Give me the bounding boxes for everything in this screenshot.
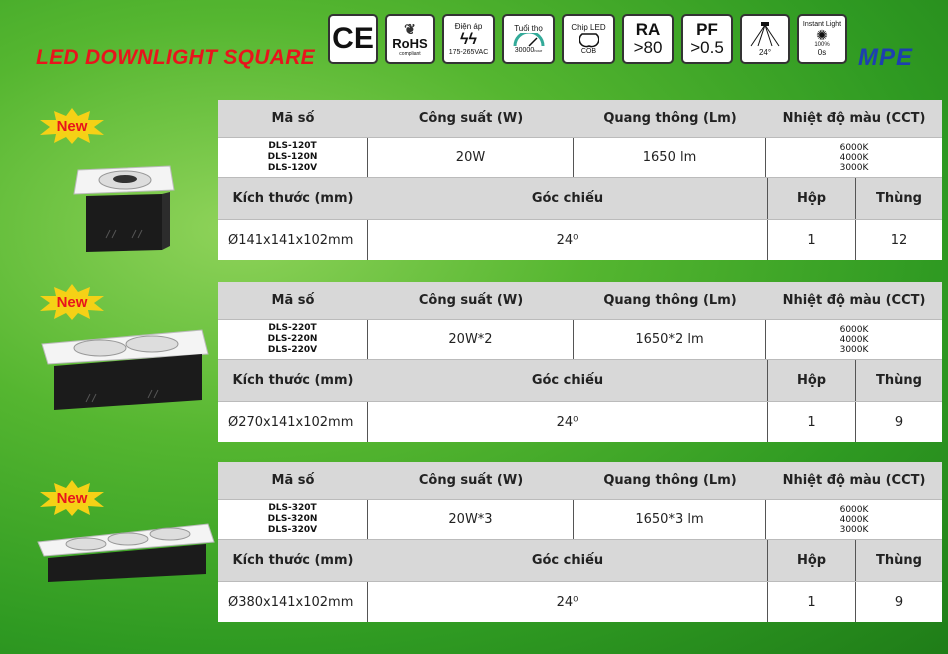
lifetime-label: Tuổi thọ [514, 24, 543, 33]
power-value: 20W [368, 138, 574, 177]
chip-label: Chip LED [571, 23, 606, 32]
voltage-value: 175-265VAC [448, 49, 489, 56]
instant-pct: 100% [814, 42, 830, 48]
new-badge: New [38, 108, 106, 144]
table-row [218, 220, 942, 260]
col-lumen-header: Quang thông (Lm) [603, 293, 737, 308]
leaf-icon: ❦ [404, 20, 416, 37]
lumen-value: 1650 lm [574, 138, 766, 177]
col-size-header: Kích thước (mm) [232, 553, 354, 568]
lumen-value: 1650*3 lm [574, 500, 766, 539]
new-badge: New [38, 480, 106, 516]
pf-value: >0.5 [690, 38, 724, 57]
beam-angle-value: 24° [758, 47, 772, 57]
new-badge: New [38, 284, 106, 320]
col-power-header: Công suất (W) [418, 111, 524, 126]
angle-value: 24⁰ [368, 220, 768, 260]
ra-badge [622, 14, 674, 64]
col-power-header: Công suất (W) [418, 293, 524, 308]
angle-value: 24⁰ [368, 582, 768, 622]
box-value: 1 [768, 582, 856, 622]
beam-angle-badge [740, 14, 790, 64]
spec-table-2 [218, 282, 942, 442]
col-cct-header: Nhiệt độ màu (CCT) [782, 473, 926, 488]
table-header-row [218, 100, 942, 138]
table-subheader-row [218, 540, 942, 582]
col-box-header: Hộp [768, 360, 856, 401]
table-row [218, 402, 942, 442]
page-title: LED DOWNLIGHT SQUARE [36, 46, 315, 69]
product-image-double [38, 324, 210, 410]
pf-label: PF [696, 20, 718, 39]
ra-label: RA [635, 20, 661, 39]
col-angle-header: Góc chiếu [368, 178, 768, 219]
product-codes: DLS-320T DLS-320N DLS-320V [218, 500, 368, 539]
table-row [218, 320, 942, 360]
rohs-label: RoHS [392, 35, 428, 51]
brand-logo: MPE [858, 44, 914, 71]
box-value: 1 [768, 402, 856, 442]
col-angle-header: Góc chiếu [368, 540, 768, 581]
ce-label: CE [332, 22, 374, 55]
col-size-header: Kích thước (mm) [232, 373, 354, 388]
box-value: 1 [768, 220, 856, 260]
col-cct-header: Nhiệt độ màu (CCT) [782, 111, 926, 126]
table-header-row [218, 282, 942, 320]
carton-value: 9 [894, 414, 904, 430]
instant-light-badge [797, 14, 847, 64]
product-codes: DLS-120T DLS-120N DLS-120V [218, 138, 368, 177]
col-power-header: Công suất (W) [418, 473, 524, 488]
voltage-label: Điện áp [454, 22, 483, 31]
voltage-badge [442, 14, 495, 64]
angle-value: 24⁰ [368, 402, 768, 442]
col-carton-header: Thùng [876, 553, 922, 568]
table-row [218, 500, 942, 540]
col-code-header: Mã số [271, 293, 315, 308]
carton-value: 9 [894, 594, 904, 610]
power-value: 20W*3 [368, 500, 574, 539]
col-code-header: Mã số [271, 111, 315, 126]
col-cct-header: Nhiệt độ màu (CCT) [782, 293, 926, 308]
product-image-single [70, 158, 180, 258]
col-carton-header: Thùng [876, 373, 922, 388]
cct-values: 6000K 4000K 3000K [839, 142, 869, 173]
ra-value: >80 [633, 38, 663, 57]
col-box-header: Hộp [768, 540, 856, 581]
table-row [218, 582, 942, 622]
table-header-row [218, 462, 942, 500]
cct-values: 6000K 4000K 3000K [839, 324, 869, 355]
product-image-triple [36, 520, 216, 586]
chip-value: COB [580, 48, 597, 55]
lifetime-badge [502, 14, 555, 64]
size-value: Ø 141x141x102mm [218, 220, 368, 260]
bulb-icon [579, 32, 599, 48]
col-lumen-header: Quang thông (Lm) [603, 111, 737, 126]
lumen-value: 1650*2 lm [574, 320, 766, 359]
beam-angle-icon [746, 22, 784, 48]
spec-table-3 [218, 462, 942, 622]
col-angle-header: Góc chiếu [368, 360, 768, 401]
rohs-small-label: compliant [399, 50, 421, 57]
product-codes: DLS-220T DLS-220N DLS-220V [218, 320, 368, 359]
rohs-badge [385, 14, 435, 64]
certification-badges [328, 14, 847, 64]
cct-values: 6000K 4000K 3000K [839, 504, 869, 535]
gauge-icon [512, 33, 546, 47]
carton-value: 12 [890, 232, 908, 248]
col-size-header: Kích thước (mm) [232, 191, 354, 206]
instant-value: 0s [817, 48, 827, 57]
col-code-header: Mã số [271, 473, 315, 488]
table-subheader-row [218, 178, 942, 220]
table-row [218, 138, 942, 178]
col-box-header: Hộp [768, 178, 856, 219]
col-lumen-header: Quang thông (Lm) [603, 473, 737, 488]
size-value: Ø 380x141x102mm [218, 582, 368, 622]
spec-table-1 [218, 100, 942, 260]
pf-badge [681, 14, 733, 64]
sun-icon: ✺ [816, 27, 828, 43]
chip-led-badge [562, 14, 615, 64]
instant-label: Instant Light [802, 21, 842, 28]
lightning-icon: ϟϟ [460, 31, 477, 48]
power-value: 20W*2 [368, 320, 574, 359]
lifetime-value: 30000hour [514, 47, 543, 54]
ce-badge [328, 14, 378, 64]
table-subheader-row [218, 360, 942, 402]
col-carton-header: Thùng [876, 191, 922, 206]
size-value: Ø 270x141x102mm [218, 402, 368, 442]
